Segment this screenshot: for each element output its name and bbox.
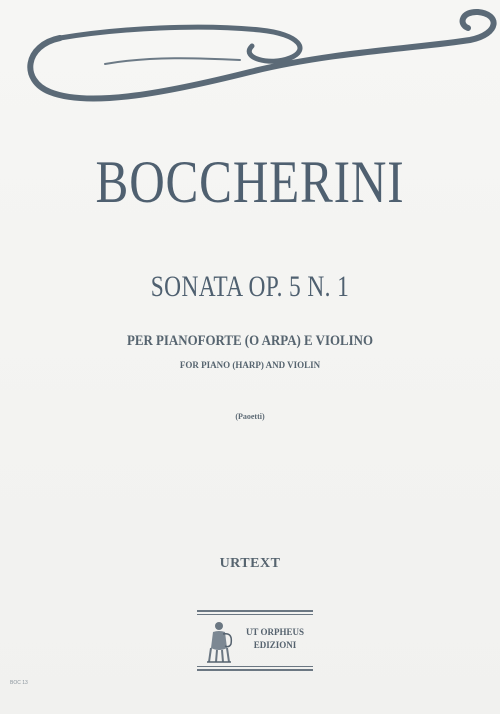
publisher-name xyxy=(237,626,313,652)
edition-type: URTEXT xyxy=(219,556,281,571)
composer-name: BOCCHERINI xyxy=(95,149,405,215)
decorative-swirl-icon xyxy=(0,0,500,110)
instrumentation-english: FOR PIANO (HARP) AND VIOLIN xyxy=(179,360,321,370)
publisher-line-2: EDIZIONI xyxy=(253,640,297,650)
logo-rule xyxy=(197,669,313,671)
logo-rule xyxy=(197,614,313,615)
publisher-logo xyxy=(197,610,313,672)
orpheus-figure-icon xyxy=(203,618,235,664)
editor-credit: (Paoetti) xyxy=(235,412,265,421)
catalog-code: BOC 13 xyxy=(10,680,28,686)
work-title: SONATA OP. 5 N. 1 xyxy=(150,270,350,303)
logo-rule xyxy=(197,666,313,667)
publisher-line-1: UT ORPHEUS xyxy=(245,627,305,637)
logo-rule xyxy=(197,610,313,612)
instrumentation-italian: PER PIANOFORTE (O ARPA) E VIOLINO xyxy=(127,333,373,349)
